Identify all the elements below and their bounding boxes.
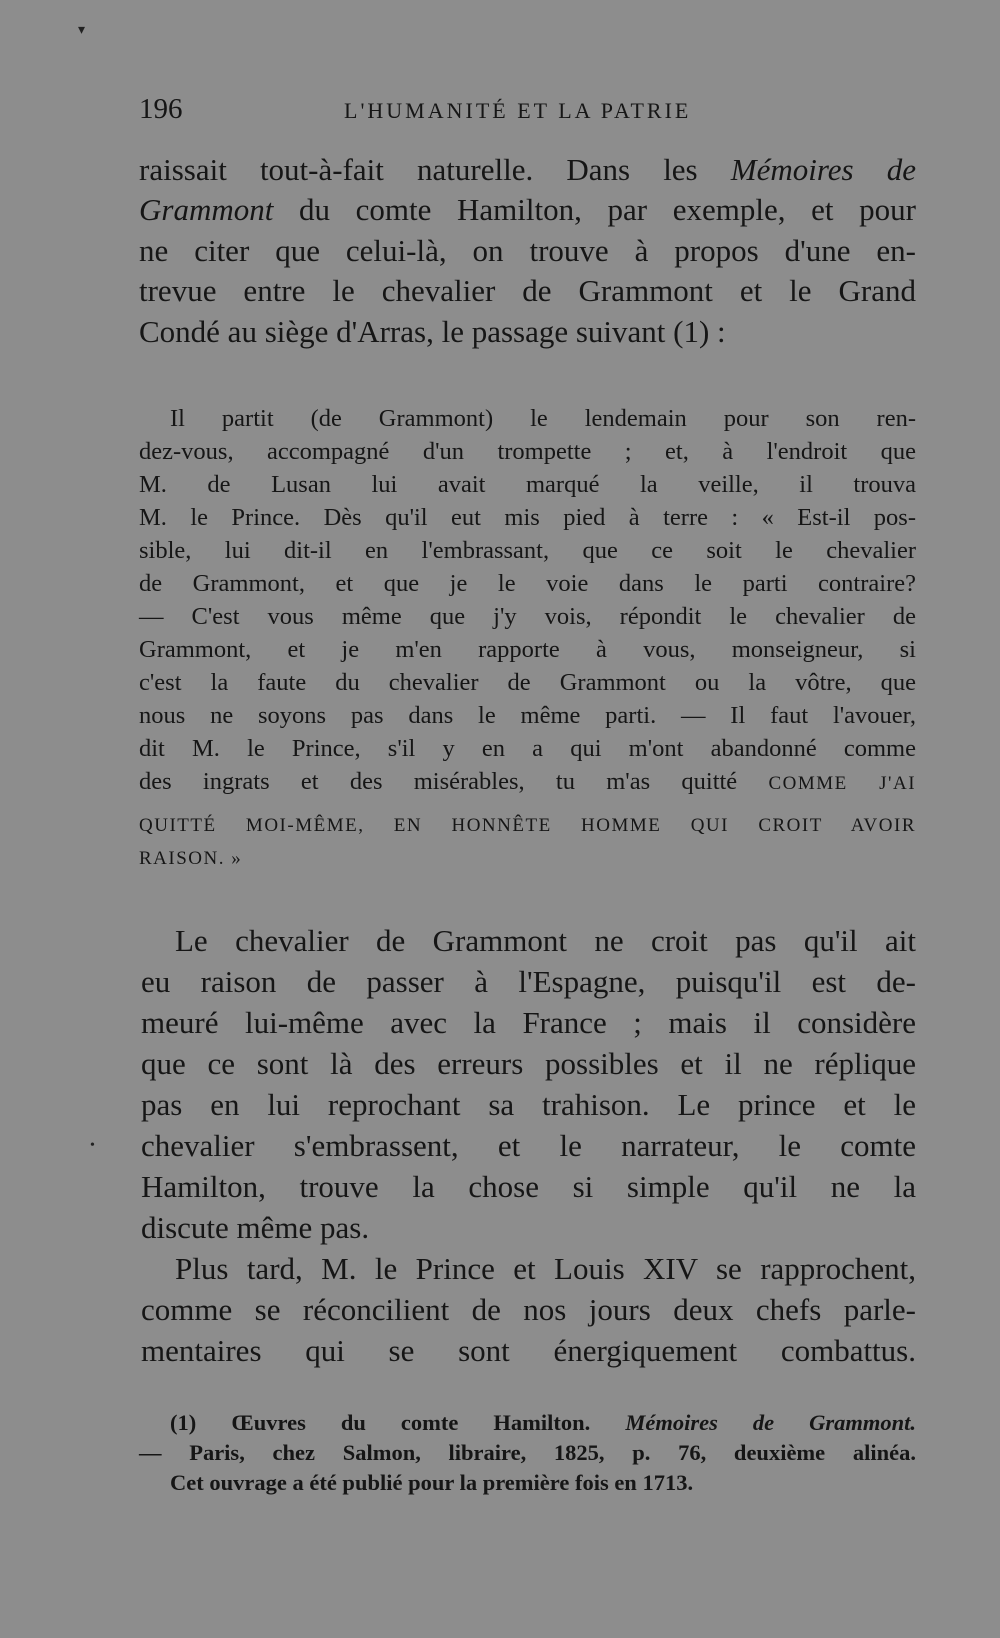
text-line: comme se réconcilient de nos jours deux chefs parle- bbox=[141, 1292, 916, 1327]
text-line: Grammont du comte Hamilton, par exemple, et pour bbox=[139, 192, 917, 227]
text-line: discute même pas. bbox=[141, 1210, 370, 1245]
quote-line: — C'est vous même que j'y vois, répondit le chevalier de bbox=[139, 603, 916, 630]
running-title: L'HUMANITÉ ET LA PATRIE bbox=[344, 98, 692, 123]
small-caps-text: COMME J'AI bbox=[768, 773, 917, 794]
text-line: pas en lui reprochant sa trahison. Le prince et le bbox=[141, 1087, 916, 1122]
page-number: 196 bbox=[139, 93, 183, 125]
text-line: raissait tout-à-fait naturelle. Dans les Mémoires de bbox=[139, 152, 916, 187]
quote-line: de Grammont, et que je le voie dans le parti contraire? bbox=[139, 570, 916, 597]
scan-speck: ▾ bbox=[78, 23, 86, 38]
text-line: chevalier s'embrassent, et le narrateur, le comte bbox=[141, 1128, 916, 1163]
text-line: eu raison de passer à l'Espagne, puisqu'il est de- bbox=[141, 964, 916, 999]
text-line: Le chevalier de Grammont ne croit pas qu'il ait bbox=[175, 923, 916, 958]
text-line: Hamilton, trouve la chose si simple qu'il ne la bbox=[141, 1169, 916, 1204]
quote-line: sible, lui dit-il en l'embrassant, que ce soit le chevalier bbox=[139, 537, 916, 564]
margin-mark: • bbox=[90, 1138, 95, 1153]
text-line: meuré lui-même avec la France ; mais il considère bbox=[141, 1005, 916, 1040]
quote-line: M. de Lusan lui avait marqué la veille, il trouva bbox=[139, 471, 916, 498]
text-line: que ce sont là des erreurs possibles et il ne réplique bbox=[141, 1046, 916, 1081]
quote-line: dez-vous, accompagné d'un trompette ; et, à l'endroit que bbox=[139, 438, 916, 465]
quote-line: M. le Prince. Dès qu'il eut mis pied à terre : « Est-il pos- bbox=[139, 504, 916, 531]
quote-line: c'est la faute du chevalier de Grammont ou la vôtre, que bbox=[139, 669, 916, 696]
text-line: ne citer que celui-là, on trouve à propos d'une en- bbox=[139, 233, 916, 268]
footnote-line: (1) Œuvres du comte Hamilton. Mémoires de Grammont. bbox=[170, 1410, 917, 1435]
italic-title: Mémoires de Grammont. bbox=[625, 1410, 917, 1435]
quote-line: QUITTÉ MOI-MÊME, EN HONNÊTE HOMME QUI CROIT AVOIR bbox=[139, 815, 916, 836]
text-line: trevue entre le chevalier de Grammont et le Grand bbox=[139, 273, 916, 308]
footnote-line: — Paris, chez Salmon, libraire, 1825, p. 76, deuxième alinéa. bbox=[139, 1440, 916, 1465]
footnote-line: Cet ouvrage a été publié pour la première fois en 1713. bbox=[170, 1470, 694, 1495]
text-line: Plus tard, M. le Prince et Louis XIV se rapprochent, bbox=[175, 1251, 916, 1286]
page-header bbox=[139, 93, 915, 133]
text-line: Condé au siège d'Arras, le passage suivant (1) : bbox=[139, 314, 726, 349]
quote-line: nous ne soyons pas dans le même parti. — Il faut l'avouer, bbox=[139, 702, 916, 729]
quote-line: dit M. le Prince, s'il y en a qui m'ont abandonné comme bbox=[139, 735, 916, 762]
quote-line: Il partit (de Grammont) le lendemain pour son ren- bbox=[170, 405, 916, 432]
quote-line: Grammont, et je m'en rapporte à vous, monseigneur, si bbox=[139, 636, 916, 663]
italic-title: Mémoires de bbox=[730, 152, 916, 187]
text-line: mentaires qui se sont énergiquement combattus. bbox=[141, 1333, 916, 1368]
italic-title: Grammont bbox=[139, 192, 274, 227]
quote-line: des ingrats et des misérables, tu m'as quitté COMME J'AI bbox=[139, 768, 917, 795]
quote-line: RAISON. » bbox=[139, 848, 243, 869]
